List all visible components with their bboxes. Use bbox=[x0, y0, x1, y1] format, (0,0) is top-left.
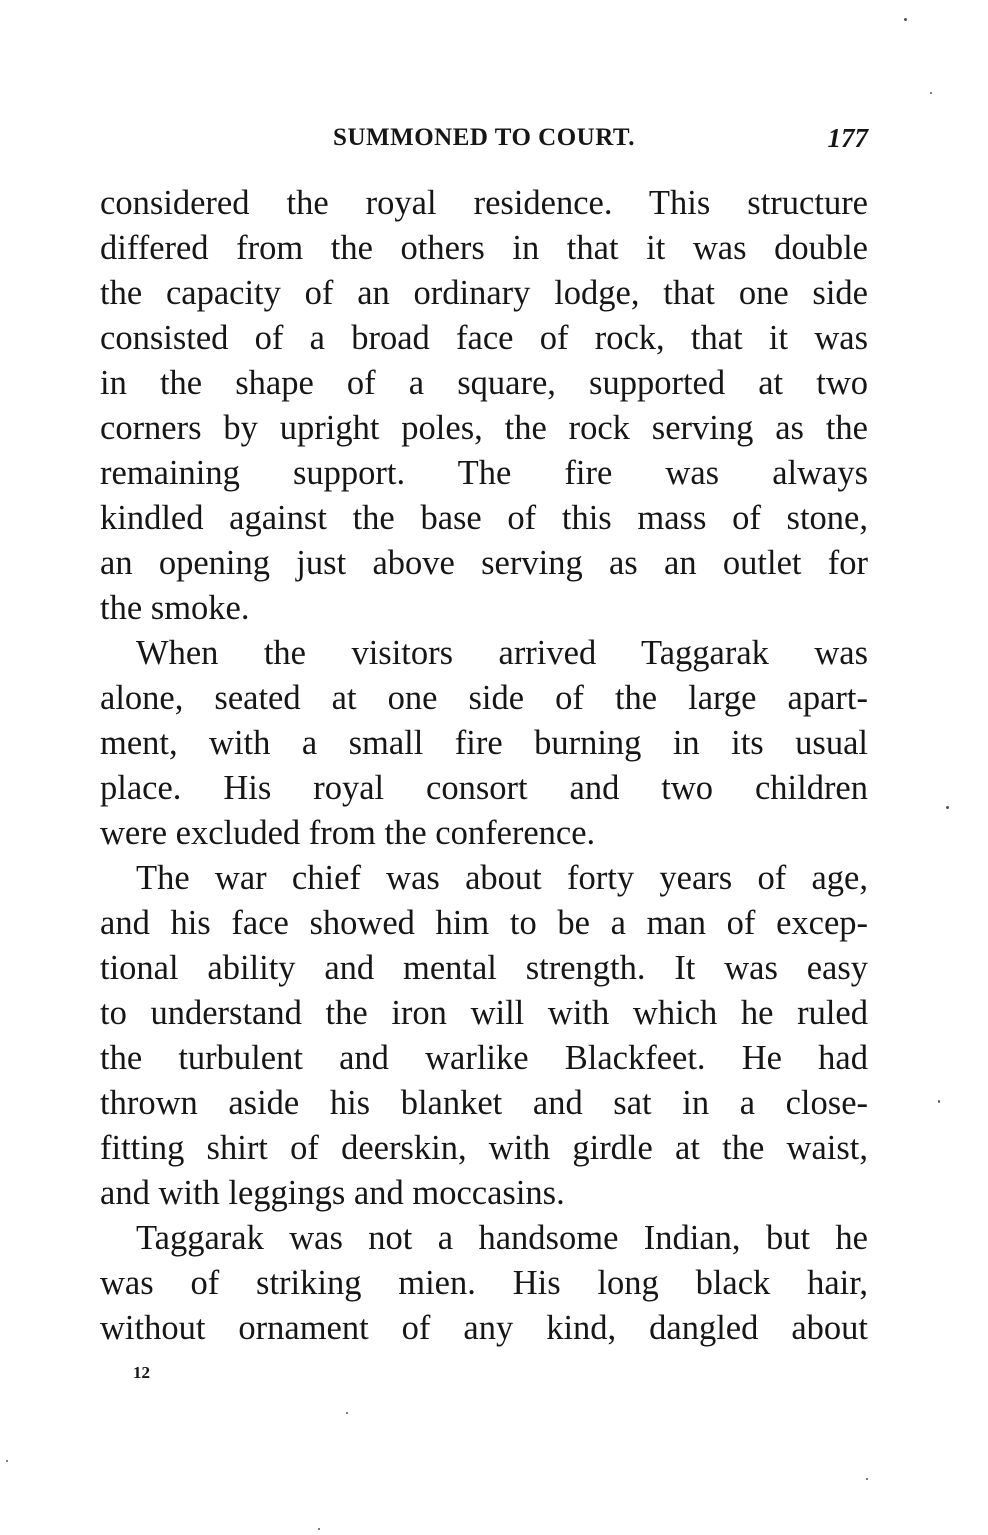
text-line: tional ability and mental strength. It was easy bbox=[100, 949, 868, 987]
text-line: differed from the others in that it was double bbox=[100, 229, 868, 267]
text-line: fitting shirt of deerskin, with girdle at the waist, bbox=[100, 1129, 868, 1167]
paragraph bbox=[100, 181, 868, 631]
text-line: in the shape of a square, supported at two bbox=[100, 364, 868, 402]
text-line: and his face showed him to be a man of excep- bbox=[100, 904, 868, 942]
running-title: SUMMONED TO COURT. bbox=[333, 124, 635, 151]
signature-mark: 12 bbox=[133, 1363, 150, 1382]
scan-speck bbox=[930, 92, 932, 94]
scan-speck bbox=[346, 1412, 348, 1414]
text-line: to understand the iron will with which he ruled bbox=[100, 994, 868, 1032]
paragraph bbox=[100, 631, 868, 856]
body-text bbox=[100, 181, 868, 1351]
scan-speck bbox=[318, 1528, 320, 1530]
text-line: The war chief was about forty years of age, bbox=[136, 859, 868, 897]
paragraph bbox=[100, 1216, 868, 1351]
scan-speck bbox=[866, 1478, 868, 1480]
page-number: 177 bbox=[827, 123, 868, 153]
text-line: remaining support. The fire was always bbox=[100, 454, 868, 492]
scan-speck bbox=[946, 806, 949, 809]
text-line: considered the royal residence. This structure bbox=[100, 184, 868, 222]
text-line: were excluded from the conference. bbox=[100, 814, 596, 852]
text-line: corners by upright poles, the rock serving as the bbox=[100, 409, 868, 447]
text-line: place. His royal consort and two children bbox=[100, 769, 868, 807]
text-line: an opening just above serving as an outlet for bbox=[100, 544, 868, 582]
text-line: When the visitors arrived Taggarak was bbox=[136, 634, 868, 672]
text-line: Taggarak was not a handsome Indian, but he bbox=[136, 1219, 868, 1257]
text-line: the capacity of an ordinary lodge, that one side bbox=[100, 274, 868, 312]
text-line: alone, seated at one side of the large apart- bbox=[100, 679, 868, 717]
scan-speck bbox=[904, 18, 907, 21]
text-line: the smoke. bbox=[100, 589, 250, 627]
text-line: and with leggings and moccasins. bbox=[100, 1174, 565, 1212]
text-line: kindled against the base of this mass of stone, bbox=[100, 499, 868, 537]
paragraph bbox=[100, 856, 868, 1216]
scan-speck bbox=[6, 1460, 8, 1462]
scan-speck bbox=[938, 1100, 940, 1103]
text-line: without ornament of any kind, dangled about bbox=[100, 1309, 868, 1347]
text-line: consisted of a broad face of rock, that it was bbox=[100, 319, 868, 357]
text-line: was of striking mien. His long black hair, bbox=[100, 1264, 868, 1302]
running-head bbox=[100, 118, 868, 158]
text-line: the turbulent and warlike Blackfeet. He had bbox=[100, 1039, 868, 1077]
text-line: thrown aside his blanket and sat in a close- bbox=[100, 1084, 868, 1122]
text-line: ment, with a small fire burning in its usual bbox=[100, 724, 868, 762]
